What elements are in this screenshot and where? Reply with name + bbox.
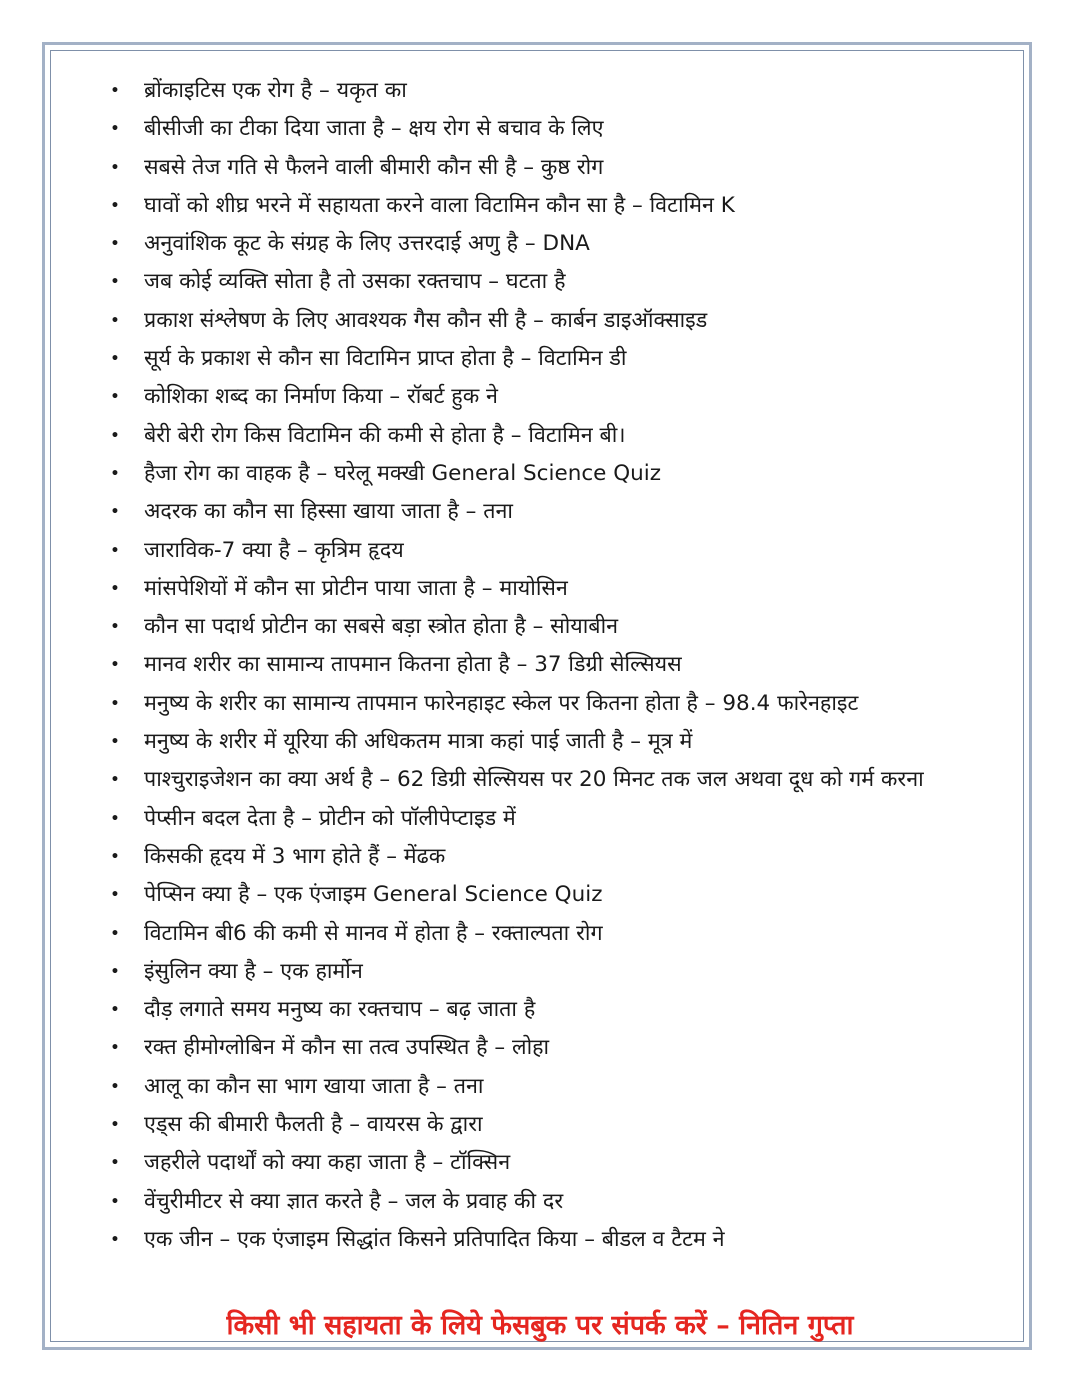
- bullet-icon: •: [110, 657, 120, 674]
- bullet-icon: •: [110, 772, 120, 789]
- fact-text: मानव शरीर का सामान्य तापमान कितना होता है – 37 डिग्री सेल्सियस: [144, 652, 682, 678]
- fact-text: अनुवांशिक कूट के संग्रह के लिए उत्तरदाई अणु है – DNA: [144, 231, 590, 257]
- fact-text: सूर्य के प्रकाश से कौन सा विटामिन प्राप्त होता है – विटामिन डी: [144, 346, 627, 372]
- fact-text: हैजा रोग का वाहक है – घरेलू मक्खी General Science Quiz: [144, 460, 662, 486]
- bullet-icon: •: [110, 236, 120, 253]
- fact-item: [110, 225, 990, 263]
- fact-text: पेप्सीन बदल देता है – प्रोटीन को पॉलीपेप्टाइड में: [144, 805, 516, 831]
- fact-item: [110, 149, 990, 187]
- fact-item: [110, 302, 990, 340]
- fact-item: [110, 187, 990, 225]
- footer-contact-note: किसी भी सहायता के लिये फेसबुक पर संपर्क करें – नितिन गुप्ता: [226, 1310, 854, 1341]
- fact-text: विटामिन बी6 की कमी से मानव में होता है – रक्ताल्पता रोग: [144, 920, 603, 946]
- bullet-icon: •: [110, 619, 120, 636]
- bullet-icon: •: [110, 1002, 120, 1019]
- bullet-icon: •: [110, 963, 120, 980]
- fact-text: कोशिका शब्द का निर्माण किया – रॉबर्ट हुक ने: [144, 384, 498, 410]
- fact-text: मनुष्य के शरीर में यूरिया की अधिकतम मात्रा कहां पाई जाती है – मूत्र में: [144, 729, 693, 755]
- fact-text: प्रकाश संश्लेषण के लिए आवश्यक गैस कौन सी है – कार्बन डाइऑक्साइड: [144, 307, 708, 333]
- bullet-icon: •: [110, 695, 120, 712]
- fact-item: [110, 608, 990, 646]
- fact-text: अदरक का कौन सा हिस्सा खाया जाता है – तना: [144, 499, 513, 525]
- bullet-icon: •: [110, 1155, 120, 1172]
- fact-text: रक्त हीमोग्लोबिन में कौन सा तत्व उपस्थित है – लोहा: [144, 1035, 550, 1061]
- fact-text: कौन सा पदार्थ प्रोटीन का सबसे बड़ा स्त्रोत होता है – सोयाबीन: [144, 614, 619, 640]
- fact-text: एड्स की बीमारी फैलती है – वायरस के द्वारा: [144, 1112, 483, 1138]
- fact-item: [110, 991, 990, 1029]
- bullet-icon: •: [110, 734, 120, 751]
- bullet-icon: •: [110, 389, 120, 406]
- fact-item: [110, 1183, 990, 1221]
- fact-text: वेंचुरीमीटर से क्या ज्ञात करते है – जल के प्रवाह की दर: [144, 1188, 564, 1214]
- bullet-icon: •: [110, 1193, 120, 1210]
- fact-item: [110, 1144, 990, 1182]
- bullet-icon: •: [110, 197, 120, 214]
- fact-item: [110, 455, 990, 493]
- fact-item: [110, 570, 990, 608]
- fact-item: [110, 800, 990, 838]
- bullet-icon: •: [110, 1117, 120, 1134]
- fact-text: जाराविक-7 क्या है – कृत्रिम हृदय: [144, 537, 404, 563]
- bullet-icon: •: [110, 925, 120, 942]
- fact-text: जहरीले पदार्थों को क्या कहा जाता है – टॉक्सिन: [144, 1150, 511, 1176]
- bullet-icon: •: [110, 504, 120, 521]
- fact-item: [110, 685, 990, 723]
- fact-item: [110, 340, 990, 378]
- fact-item: [110, 838, 990, 876]
- fact-item: [110, 876, 990, 914]
- fact-item: [110, 1068, 990, 1106]
- bullet-icon: •: [110, 810, 120, 827]
- fact-item: [110, 1221, 990, 1259]
- fact-item: [110, 915, 990, 953]
- bullet-icon: •: [110, 351, 120, 368]
- fact-item: [110, 110, 990, 148]
- fact-item: [110, 1106, 990, 1144]
- fact-text: दौड़ लगाते समय मनुष्य का रक्तचाप – बढ़ जाता है: [144, 997, 536, 1023]
- fact-text: जब कोई व्यक्ति सोता है तो उसका रक्तचाप – घटता है: [144, 269, 566, 295]
- fact-text: इंसुलिन क्या है – एक हार्मोन: [144, 958, 363, 984]
- fact-item: [110, 378, 990, 416]
- bullet-icon: •: [110, 1040, 120, 1057]
- fact-text: बेरी बेरी रोग किस विटामिन की कमी से होता है – विटामिन बी।: [144, 422, 626, 448]
- bullet-icon: •: [110, 159, 120, 176]
- bullet-icon: •: [110, 580, 120, 597]
- bullet-icon: •: [110, 542, 120, 559]
- bullet-icon: •: [110, 1231, 120, 1248]
- bullet-icon: •: [110, 121, 120, 138]
- fact-item: [110, 646, 990, 684]
- fact-list: [110, 72, 990, 1259]
- fact-text: पेप्सिन क्या है – एक एंजाइम General Science Quiz: [144, 882, 603, 908]
- bullet-icon: •: [110, 83, 120, 99]
- fact-item: [110, 72, 990, 110]
- fact-text: घावों को शीघ्र भरने में सहायता करने वाला विटामिन कौन सा है – विटामिन K: [144, 192, 735, 218]
- bullet-icon: •: [110, 887, 120, 904]
- fact-item: [110, 417, 990, 455]
- bullet-icon: •: [110, 848, 120, 865]
- fact-text: बीसीजी का टीका दिया जाता है – क्षय रोग से बचाव के लिए: [144, 116, 604, 142]
- bullet-icon: •: [110, 465, 120, 482]
- fact-item: [110, 953, 990, 991]
- fact-item: [110, 723, 990, 761]
- fact-item: [110, 1029, 990, 1067]
- fact-item: [110, 532, 990, 570]
- fact-text: आलू का कौन सा भाग खाया जाता है – तना: [144, 1073, 484, 1099]
- fact-item: [110, 493, 990, 531]
- fact-text: सबसे तेज गति से फैलने वाली बीमारी कौन सी है – कुष्ठ रोग: [144, 154, 604, 180]
- fact-item: [110, 761, 990, 799]
- bullet-icon: •: [110, 274, 120, 291]
- fact-text: पाश्चुराइजेशन का क्या अर्थ है – 62 डिग्री सेल्सियस पर 20 मिनट तक जल अथवा दूध को गर्म करना: [144, 767, 924, 793]
- fact-text: किसकी हृदय में 3 भाग होते हैं – मेंढक: [144, 843, 446, 869]
- bullet-icon: •: [110, 312, 120, 329]
- fact-text: ब्रोंकाइटिस एक रोग है – यकृत का: [144, 78, 407, 103]
- fact-item: [110, 263, 990, 301]
- fact-text: मनुष्य के शरीर का सामान्य तापमान फारेनहाइट स्केल पर कितना होता है – 98.4 फारेनहाइट: [144, 690, 859, 716]
- fact-text: एक जीन – एक एंजाइम सिद्धांत किसने प्रतिपादित किया – बीडल व टैटम ने: [144, 1226, 725, 1252]
- bullet-icon: •: [110, 1078, 120, 1095]
- bullet-icon: •: [110, 427, 120, 444]
- fact-text: मांसपेशियों में कौन सा प्रोटीन पाया जाता है – मायोसिन: [144, 575, 568, 601]
